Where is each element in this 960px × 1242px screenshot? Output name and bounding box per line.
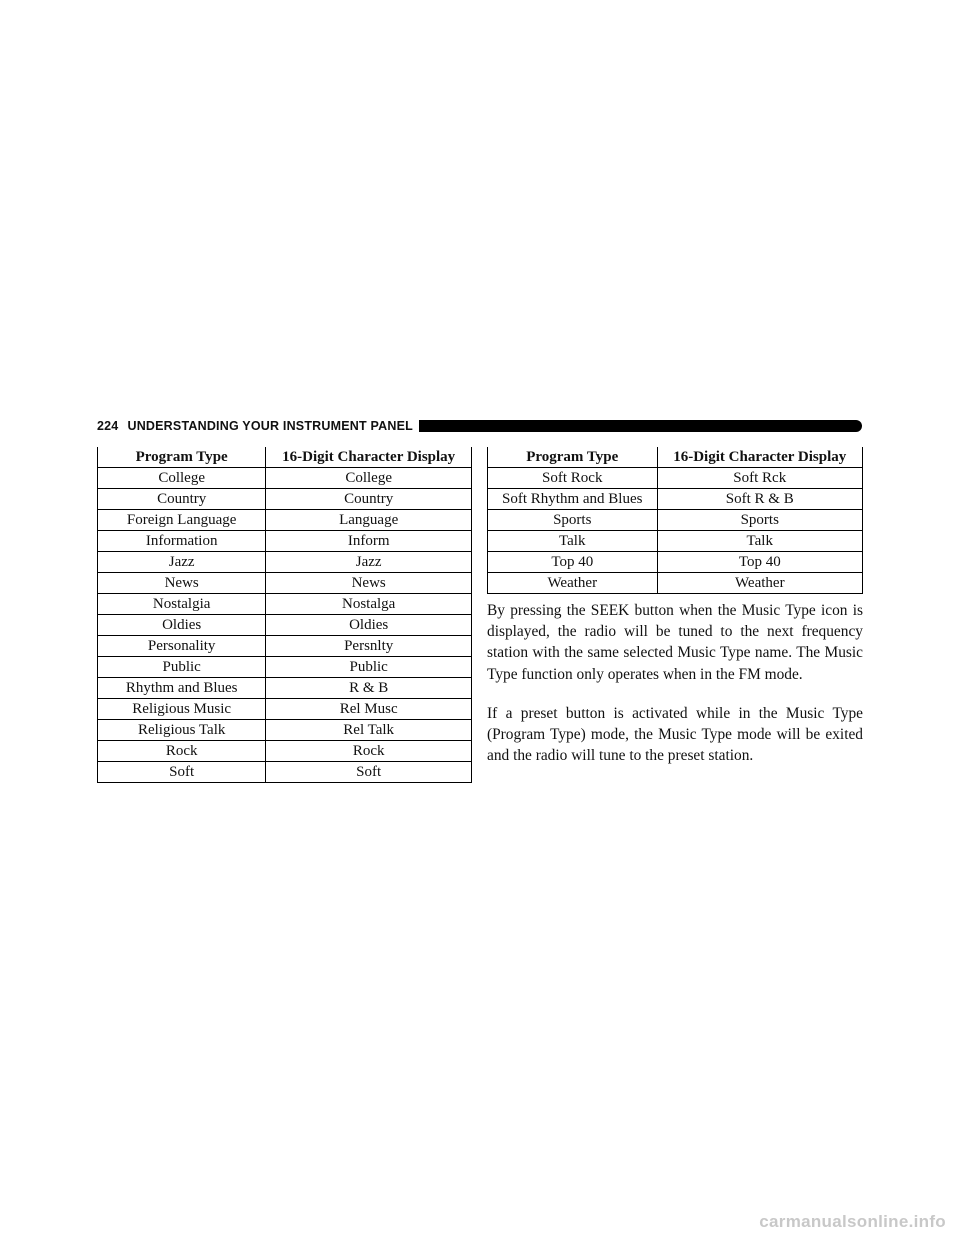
- table-row: [98, 594, 472, 615]
- program-type-cell: College: [98, 468, 266, 489]
- table-row: [98, 552, 472, 573]
- column-header-program-type: Program Type: [98, 447, 266, 468]
- page-number: 224: [97, 419, 119, 433]
- character-display-cell: Soft: [266, 762, 472, 783]
- character-display-cell: Nostalga: [266, 594, 472, 615]
- table-row: [488, 531, 863, 552]
- program-type-cell: Rhythm and Blues: [98, 678, 266, 699]
- column-header-character-display: 16-Digit Character Display: [266, 447, 472, 468]
- program-type-cell: Information: [98, 531, 266, 552]
- program-type-cell: Religious Talk: [98, 720, 266, 741]
- header-rule-bar: [419, 420, 862, 432]
- character-display-cell: R & B: [266, 678, 472, 699]
- character-display-cell: Sports: [657, 510, 862, 531]
- character-display-cell: News: [266, 573, 472, 594]
- character-display-cell: Weather: [657, 573, 862, 594]
- character-display-cell: Language: [266, 510, 472, 531]
- table-row: [98, 762, 472, 783]
- table-row: [98, 468, 472, 489]
- table-row: [98, 741, 472, 762]
- program-type-cell: Talk: [488, 531, 658, 552]
- page-header: [97, 417, 862, 435]
- program-type-cell: Oldies: [98, 615, 266, 636]
- table-row: [98, 510, 472, 531]
- section-title: UNDERSTANDING YOUR INSTRUMENT PANEL: [127, 419, 413, 433]
- program-type-cell: Foreign Language: [98, 510, 266, 531]
- character-display-cell: Jazz: [266, 552, 472, 573]
- program-type-cell: Rock: [98, 741, 266, 762]
- table-row: [98, 573, 472, 594]
- table-row: [488, 489, 863, 510]
- table-header-row: [98, 447, 472, 468]
- program-type-table-left: [97, 447, 472, 783]
- column-header-program-type: Program Type: [488, 447, 658, 468]
- table-row: [98, 615, 472, 636]
- table-row: [488, 510, 863, 531]
- column-header-character-display: 16-Digit Character Display: [657, 447, 862, 468]
- watermark: carmanualsonline.info: [759, 1212, 946, 1231]
- table-row: [98, 636, 472, 657]
- table-row: [98, 699, 472, 720]
- program-type-cell: Personality: [98, 636, 266, 657]
- character-display-cell: Rel Musc: [266, 699, 472, 720]
- character-display-cell: Top 40: [657, 552, 862, 573]
- character-display-cell: Soft R & B: [657, 489, 862, 510]
- character-display-cell: Soft Rck: [657, 468, 862, 489]
- character-display-cell: Rock: [266, 741, 472, 762]
- character-display-cell: Talk: [657, 531, 862, 552]
- program-type-table-right: [487, 447, 863, 594]
- program-type-cell: Jazz: [98, 552, 266, 573]
- program-type-cell: Nostalgia: [98, 594, 266, 615]
- program-type-cell: Top 40: [488, 552, 658, 573]
- paragraph-seek-button: By pressing the SEEK button when the Music Type icon is displayed, the radio will be tuned to the next frequency station with the same selected Music Type name. The Music Type function only operates when in the FM mode.: [487, 602, 863, 683]
- table-row: [98, 531, 472, 552]
- character-display-cell: College: [266, 468, 472, 489]
- character-display-cell: Inform: [266, 531, 472, 552]
- table-row: [488, 573, 863, 594]
- program-type-cell: News: [98, 573, 266, 594]
- program-type-cell: Soft: [98, 762, 266, 783]
- program-type-cell: Soft Rock: [488, 468, 658, 489]
- character-display-cell: Persnlty: [266, 636, 472, 657]
- table-row: [98, 657, 472, 678]
- table-row: [488, 552, 863, 573]
- paragraph-preset-button: If a preset button is activated while in the Music Type (Program Type) mode, the Music Type mode will be exited and the radio will tune to the preset station.: [487, 705, 863, 765]
- character-display-cell: Public: [266, 657, 472, 678]
- table-row: [488, 468, 863, 489]
- program-type-cell: Weather: [488, 573, 658, 594]
- table-row: [98, 489, 472, 510]
- character-display-cell: Rel Talk: [266, 720, 472, 741]
- program-type-cell: Religious Music: [98, 699, 266, 720]
- character-display-cell: Oldies: [266, 615, 472, 636]
- table-row: [98, 720, 472, 741]
- character-display-cell: Country: [266, 489, 472, 510]
- program-type-cell: Country: [98, 489, 266, 510]
- table-row: [98, 678, 472, 699]
- program-type-cell: Sports: [488, 510, 658, 531]
- table-header-row: [488, 447, 863, 468]
- program-type-cell: Public: [98, 657, 266, 678]
- program-type-cell: Soft Rhythm and Blues: [488, 489, 658, 510]
